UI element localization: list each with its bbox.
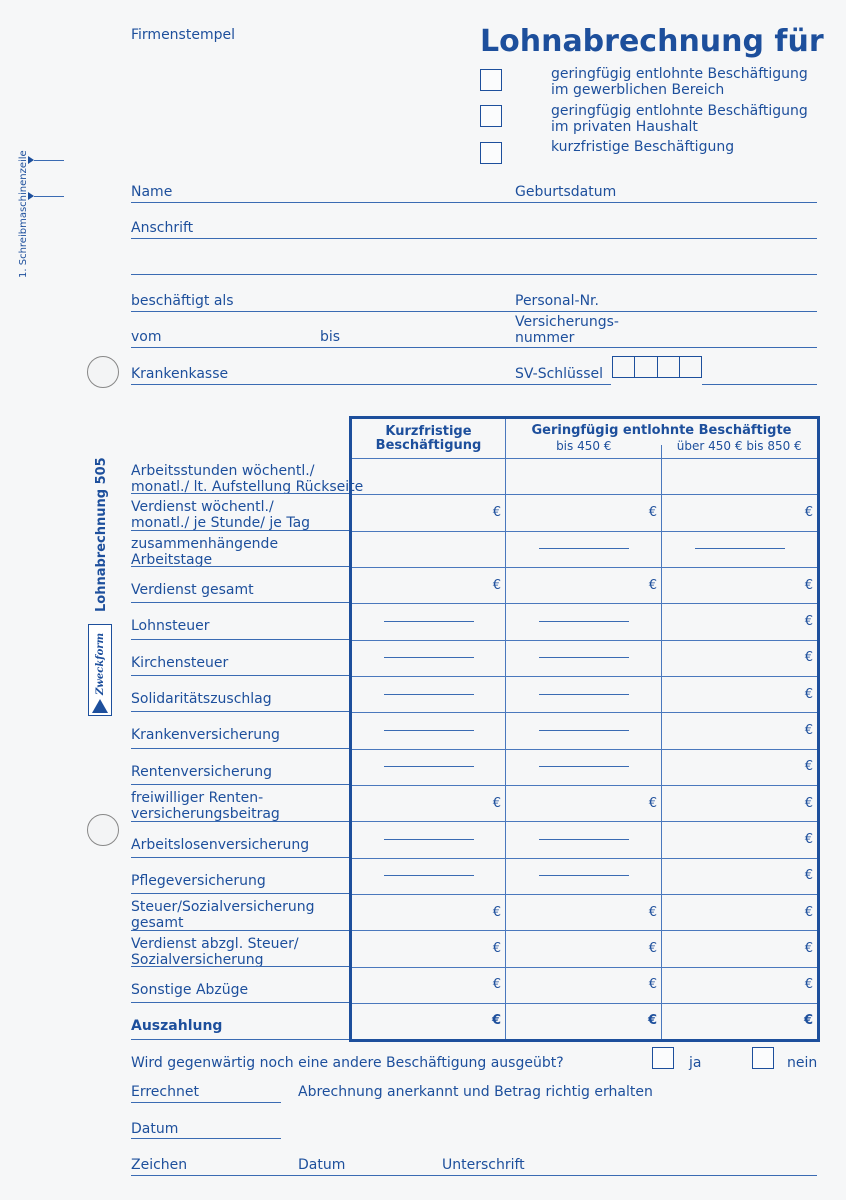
dash-line [384, 730, 474, 731]
table-cell[interactable] [506, 749, 662, 785]
table-cell[interactable] [351, 858, 506, 894]
sv-key-boxes[interactable] [612, 356, 702, 378]
dash-line [539, 548, 629, 549]
table-row [351, 1004, 819, 1040]
row-separator-line [131, 821, 349, 822]
row-label: Verdienst wöchentl./ monatl./ je Stunde/ je Tag [131, 499, 311, 532]
brand-logo [88, 624, 112, 716]
table-cell[interactable] [506, 931, 662, 967]
row-label: Auszahlung [131, 1018, 223, 1035]
table-cell[interactable] [662, 822, 819, 858]
company-stamp-label: Firmenstempel [131, 27, 235, 43]
row-label: Lohnsteuer [131, 618, 210, 635]
table-cell[interactable] [506, 858, 662, 894]
currency-symbol: € [492, 904, 501, 920]
table-cell[interactable] [506, 677, 662, 713]
table-cell[interactable] [506, 531, 662, 567]
sv-key-box[interactable] [680, 357, 701, 377]
table-row [351, 677, 819, 713]
table-cell[interactable] [351, 749, 506, 785]
row-separator-line [131, 711, 349, 712]
currency-symbol: € [804, 904, 813, 920]
form-number-label: Lohnabrechnung 505 [94, 457, 109, 612]
signature-line[interactable] [131, 1175, 817, 1176]
sv-key-box[interactable] [658, 357, 680, 377]
table-cell[interactable] [351, 604, 506, 640]
row-separator-line [131, 602, 349, 603]
table-cell[interactable] [351, 677, 506, 713]
page-title: Lohnabrechnung für [480, 24, 824, 59]
table-row [351, 568, 819, 604]
row-label: Pflegeversicherung [131, 872, 266, 889]
address-line-1[interactable] [131, 238, 817, 239]
row-label: Kirchensteuer [131, 654, 229, 671]
birthdate-label: Geburtsdatum [515, 184, 617, 200]
address-line-2[interactable] [131, 274, 817, 275]
currency-symbol: € [804, 723, 813, 739]
table-cell[interactable] [351, 568, 506, 604]
currency-symbol: € [804, 941, 813, 957]
payroll-table-body [351, 459, 819, 1041]
employed-as-label: beschäftigt als [131, 293, 234, 309]
table-cell[interactable] [662, 677, 819, 713]
currency-symbol: € [491, 1013, 501, 1029]
currency-symbol: € [804, 577, 813, 593]
table-row [351, 495, 819, 531]
row-separator-line [131, 530, 349, 531]
row-separator-line [131, 966, 349, 967]
option-checkbox-shortterm[interactable] [480, 142, 502, 164]
row-label: Sonstige Abzüge [131, 981, 249, 998]
table-cell[interactable] [662, 1004, 819, 1040]
table-row [351, 931, 819, 967]
row-label: Arbeitsstunden wöchentl./ monatl./ lt. Aufstellung Rückseite [131, 463, 364, 495]
payroll-table [349, 416, 820, 1042]
brand-triangle-icon [92, 699, 108, 713]
currency-symbol: € [647, 1013, 657, 1029]
row-separator-line [131, 930, 349, 931]
currency-symbol: € [648, 941, 657, 957]
table-row [351, 895, 819, 931]
table-cell[interactable] [506, 967, 662, 1003]
dash-line [384, 657, 474, 658]
table-cell[interactable] [662, 495, 819, 531]
table-cell[interactable] [351, 531, 506, 567]
col-header-shortterm: Kurzfristige Beschäftigung [351, 418, 506, 459]
table-cell[interactable] [662, 749, 819, 785]
currency-symbol: € [492, 577, 501, 593]
from-label: vom [131, 329, 162, 345]
currency-symbol: € [648, 904, 657, 920]
dash-line [539, 875, 629, 876]
dash-line [539, 839, 629, 840]
dash-line [384, 875, 474, 876]
calculated-line[interactable] [131, 1102, 281, 1103]
currency-symbol: € [648, 577, 657, 593]
table-cell[interactable] [506, 568, 662, 604]
sv-key-label: SV-Schlüssel [515, 366, 604, 382]
signature-label: Unterschrift [442, 1157, 525, 1173]
row-label: Verdienst gesamt [131, 582, 254, 599]
row-separator-line [131, 493, 349, 494]
yes-label: ja [689, 1055, 702, 1071]
dash-line [539, 621, 629, 622]
row-separator-line [131, 639, 349, 640]
row-separator-line [131, 784, 349, 785]
table-row [351, 604, 819, 640]
table-cell[interactable] [662, 858, 819, 894]
punch-hole-bottom [87, 814, 119, 846]
row-label: Krankenversicherung [131, 727, 280, 744]
sv-key-box[interactable] [635, 357, 657, 377]
row-separator-line [131, 675, 349, 676]
row-label: Solidaritätszuschlag [131, 691, 272, 708]
personnel-no-label: Personal-Nr. [515, 293, 599, 309]
table-row [351, 713, 819, 749]
yes-checkbox[interactable] [652, 1047, 674, 1069]
table-cell[interactable] [351, 895, 506, 931]
option-label-household: geringfügig entlohnte Beschäftigung im privaten Haushalt [551, 103, 808, 135]
row-label: Rentenversicherung [131, 763, 272, 780]
table-cell[interactable] [351, 1004, 506, 1040]
table-cell[interactable] [351, 786, 506, 822]
col-subheader-450-850: über 450 € bis 850 € [676, 439, 802, 453]
table-cell[interactable] [506, 604, 662, 640]
dash-line [384, 694, 474, 695]
table-cell[interactable] [351, 495, 506, 531]
currency-symbol: € [804, 832, 813, 848]
currency-symbol: € [804, 759, 813, 775]
row-separator-line [131, 1039, 349, 1040]
date-label: Datum [131, 1121, 179, 1137]
dash-line [384, 839, 474, 840]
table-cell[interactable] [351, 640, 506, 676]
insurance-no-label: Versicherungs- nummer [515, 314, 619, 346]
option-label-shortterm: kurzfristige Beschäftigung [551, 139, 735, 155]
table-cell[interactable] [351, 822, 506, 858]
health-insurance-line-end [702, 384, 817, 385]
table-cell[interactable] [662, 713, 819, 749]
dash-line [539, 694, 629, 695]
health-insurance-label: Krankenkasse [131, 366, 229, 382]
health-insurance-line[interactable] [131, 384, 611, 385]
table-row [351, 786, 819, 822]
table-cell[interactable] [662, 604, 819, 640]
table-row [351, 858, 819, 894]
dash-line [539, 657, 629, 658]
currency-symbol: € [804, 614, 813, 630]
table-cell[interactable] [506, 459, 662, 495]
dash-line [384, 621, 474, 622]
dash-line [695, 548, 785, 549]
col-header-minor: Geringfügig entlohnte Beschäftigte bis 450 € über 450 € bis 850 € [506, 418, 819, 459]
table-cell[interactable] [506, 495, 662, 531]
currency-symbol: € [804, 686, 813, 702]
table-cell[interactable] [662, 568, 819, 604]
currency-symbol: € [804, 650, 813, 666]
typewriter-line-2 [34, 196, 64, 197]
table-cell[interactable] [506, 895, 662, 931]
sv-key-box[interactable] [613, 357, 635, 377]
table-cell[interactable] [662, 786, 819, 822]
currency-symbol: € [492, 977, 501, 993]
row-label: Steuer/Sozialversicherung gesamt [131, 899, 315, 932]
currency-symbol: € [492, 941, 501, 957]
address-label: Anschrift [131, 220, 194, 236]
table-cell[interactable] [351, 931, 506, 967]
no-checkbox[interactable] [752, 1047, 774, 1069]
punch-hole-top [87, 356, 119, 388]
table-cell[interactable] [662, 459, 819, 495]
currency-symbol: € [492, 505, 501, 521]
row-label: freiwilliger Renten- versicherungsbeitrag [131, 790, 280, 823]
table-cell[interactable] [662, 640, 819, 676]
option-checkbox-household[interactable] [480, 105, 502, 127]
table-cell[interactable] [662, 531, 819, 567]
option-label-commercial: geringfügig entlohnte Beschäftigung im gewerblichen Bereich [551, 66, 808, 98]
date-line[interactable] [131, 1138, 281, 1139]
col-subheader-upto-450: bis 450 € [556, 439, 612, 453]
row-separator-line [131, 1002, 349, 1003]
table-cell[interactable] [662, 895, 819, 931]
currency-symbol: € [804, 868, 813, 884]
table-cell[interactable] [662, 931, 819, 967]
employed-as-line[interactable] [131, 311, 817, 312]
calculated-label: Errechnet [131, 1084, 199, 1100]
table-cell[interactable] [351, 459, 506, 495]
acknowledged-text: Abrechnung anerkannt und Betrag richtig erhalten [298, 1084, 653, 1100]
table-cell[interactable] [351, 713, 506, 749]
typewriter-line-label: 1. Schreibmaschinenzeile [18, 150, 29, 278]
table-cell[interactable] [506, 640, 662, 676]
table-row [351, 749, 819, 785]
dash-line [384, 766, 474, 767]
row-label: zusammenhängende Arbeitstage [131, 535, 279, 568]
name-label: Name [131, 184, 173, 200]
table-cell[interactable] [662, 967, 819, 1003]
row-separator-line [131, 566, 349, 567]
row-separator-line [131, 857, 349, 858]
currency-symbol: € [804, 977, 813, 993]
currency-symbol: € [803, 1013, 813, 1029]
dates-line[interactable] [131, 347, 817, 348]
currency-symbol: € [804, 795, 813, 811]
currency-symbol: € [648, 505, 657, 521]
dash-line [539, 730, 629, 731]
name-line[interactable] [131, 202, 817, 203]
option-checkbox-commercial[interactable] [480, 69, 502, 91]
table-cell[interactable] [506, 822, 662, 858]
sign-label: Zeichen [131, 1157, 188, 1173]
currency-symbol: € [492, 795, 501, 811]
table-row [351, 640, 819, 676]
table-row [351, 822, 819, 858]
table-cell[interactable] [506, 713, 662, 749]
row-separator-line [131, 893, 349, 894]
other-employment-question: Wird gegenwärtig noch eine andere Beschäftigung ausgeübt? [131, 1055, 564, 1071]
dash-line [539, 766, 629, 767]
table-row [351, 459, 819, 495]
row-label: Arbeitslosenversicherung [131, 836, 310, 853]
row-separator-line [131, 748, 349, 749]
currency-symbol: € [648, 795, 657, 811]
row-label: Verdienst abzgl. Steuer/ Sozialversicherung [131, 935, 299, 968]
table-row [351, 967, 819, 1003]
brand-logo-text: Zweckform [95, 632, 106, 695]
typewriter-line-1 [34, 160, 64, 161]
currency-symbol: € [648, 977, 657, 993]
date2-label: Datum [298, 1157, 346, 1173]
table-cell[interactable] [351, 967, 506, 1003]
table-cell[interactable] [506, 786, 662, 822]
table-row [351, 531, 819, 567]
to-label: bis [320, 329, 341, 345]
table-cell[interactable] [506, 1004, 662, 1040]
currency-symbol: € [804, 505, 813, 521]
no-label: nein [787, 1055, 818, 1071]
